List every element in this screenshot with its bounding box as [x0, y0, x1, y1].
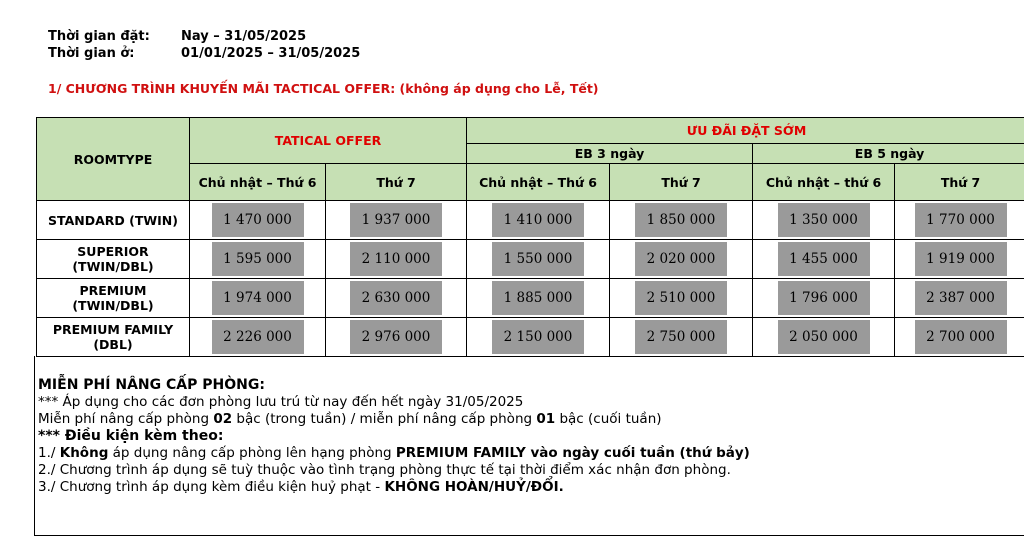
price-cell: 1 595 000 — [212, 242, 304, 276]
upgrade-line-2-text: Miễn phí nâng cấp phòng — [38, 411, 214, 427]
eb5-header: EB 5 ngày — [753, 144, 1024, 164]
price-cell: 2 226 000 — [212, 320, 304, 354]
price-cell: 1 550 000 — [492, 242, 584, 276]
upgrade-line-1: *** Áp dụng cho các đơn phòng lưu trú từ nay đến hết ngày 31/05/2025 — [38, 394, 524, 410]
upgrade-weekend-levels: 01 — [536, 411, 556, 427]
booking-period-value: Nay – 31/05/2025 — [181, 29, 307, 44]
eb3-header: EB 3 ngày — [467, 144, 753, 164]
table-row — [37, 201, 1024, 240]
condition-1 — [38, 445, 1024, 462]
price-cell: 1 850 000 — [635, 203, 727, 237]
table-row — [37, 240, 1024, 279]
upgrade-weekday-levels: 02 — [213, 411, 233, 427]
upgrade-line-2 — [38, 411, 1024, 428]
stay-period-label: Thời gian ở: — [48, 46, 135, 61]
price-cell: 1 350 000 — [778, 203, 870, 237]
upgrade-line-2-text: bậc (cuối tuần) — [555, 411, 662, 427]
upgrade-line-2-text: bậc (trong tuần) / miễn phí nâng cấp phòng — [232, 411, 537, 427]
price-cell: 1 770 000 — [915, 203, 1007, 237]
eb5-saturday-header: Thứ 7 — [895, 164, 1024, 201]
room-type-cell: PREMIUM (TWIN/DBL) — [37, 279, 190, 318]
booking-period — [48, 28, 360, 45]
stay-period-value: 01/01/2025 – 31/05/2025 — [181, 46, 361, 61]
price-cell: 2 976 000 — [350, 320, 442, 354]
early-booking-header: ƯU ĐÃI ĐẶT SỚM — [467, 118, 1024, 144]
room-type-cell: SUPERIOR (TWIN/DBL) — [37, 240, 190, 279]
condition-2: 2./ Chương trình áp dụng sẽ tuỳ thuộc vào tình trạng phòng thực tế tại thời điểm xác nhận đơn phòng. — [38, 462, 731, 478]
price-cell: 1 919 000 — [915, 242, 1007, 276]
price-cell: 2 510 000 — [635, 281, 727, 315]
table-row — [37, 279, 1024, 318]
eb3-weekday-header: Chủ nhật – Thứ 6 — [467, 164, 610, 201]
booking-period-label: Thời gian đặt: — [48, 29, 150, 44]
price-cell: 1 885 000 — [492, 281, 584, 315]
promo-title: 1/ CHƯƠNG TRÌNH KHUYẾN MÃI TACTICAL OFFER: (không áp dụng cho Lễ, Tết) — [48, 81, 599, 96]
price-cell: 2 750 000 — [635, 320, 727, 354]
condition-1-text: áp dụng nâng cấp phòng lên hạng phòng — [108, 445, 396, 461]
price-cell: 2 700 000 — [915, 320, 1007, 354]
condition-1-emphasis: PREMIUM FAMILY vào ngày cuối tuần (thứ bảy) — [395, 445, 750, 461]
price-cell: 1 470 000 — [212, 203, 304, 237]
condition-1-text: 1./ — [38, 445, 60, 461]
rate-table — [36, 117, 1024, 357]
tac-weekday-header: Chủ nhật – Thứ 6 — [190, 164, 326, 201]
price-cell: 1 455 000 — [778, 242, 870, 276]
room-type-cell: PREMIUM FAMILY (DBL) — [37, 318, 190, 357]
price-cell: 2 150 000 — [492, 320, 584, 354]
condition-1-emphasis: Không — [59, 445, 109, 461]
table-row — [37, 318, 1024, 357]
upgrade-heading: MIỄN PHÍ NÂNG CẤP PHÒNG: — [38, 377, 265, 393]
eb5-weekday-header: Chủ nhật – thứ 6 — [753, 164, 895, 201]
price-cell: 1 410 000 — [492, 203, 584, 237]
tactical-offer-header: TATICAL OFFER — [190, 118, 467, 164]
price-cell: 2 387 000 — [915, 281, 1007, 315]
price-cell: 2 110 000 — [350, 242, 442, 276]
condition-3 — [38, 479, 1024, 496]
price-cell: 1 974 000 — [212, 281, 304, 315]
condition-3-emphasis: KHÔNG HOÀN/HUỶ/ĐỔI. — [384, 479, 564, 495]
price-cell: 2 630 000 — [350, 281, 442, 315]
upgrade-section — [34, 356, 1024, 536]
conditions-heading: *** Điều kiện kèm theo: — [38, 428, 224, 444]
roomtype-header: ROOMTYPE — [37, 118, 190, 201]
price-cell: 1 796 000 — [778, 281, 870, 315]
price-cell: 2 020 000 — [635, 242, 727, 276]
price-cell: 2 050 000 — [778, 320, 870, 354]
eb3-saturday-header: Thứ 7 — [610, 164, 753, 201]
condition-3-text: 3./ Chương trình áp dụng kèm điều kiện huỷ phạt - — [38, 479, 385, 495]
price-cell: 1 937 000 — [350, 203, 442, 237]
room-type-cell: STANDARD (TWIN) — [37, 201, 190, 240]
stay-period — [48, 45, 360, 62]
validity-info — [48, 28, 360, 62]
tac-saturday-header: Thứ 7 — [326, 164, 467, 201]
